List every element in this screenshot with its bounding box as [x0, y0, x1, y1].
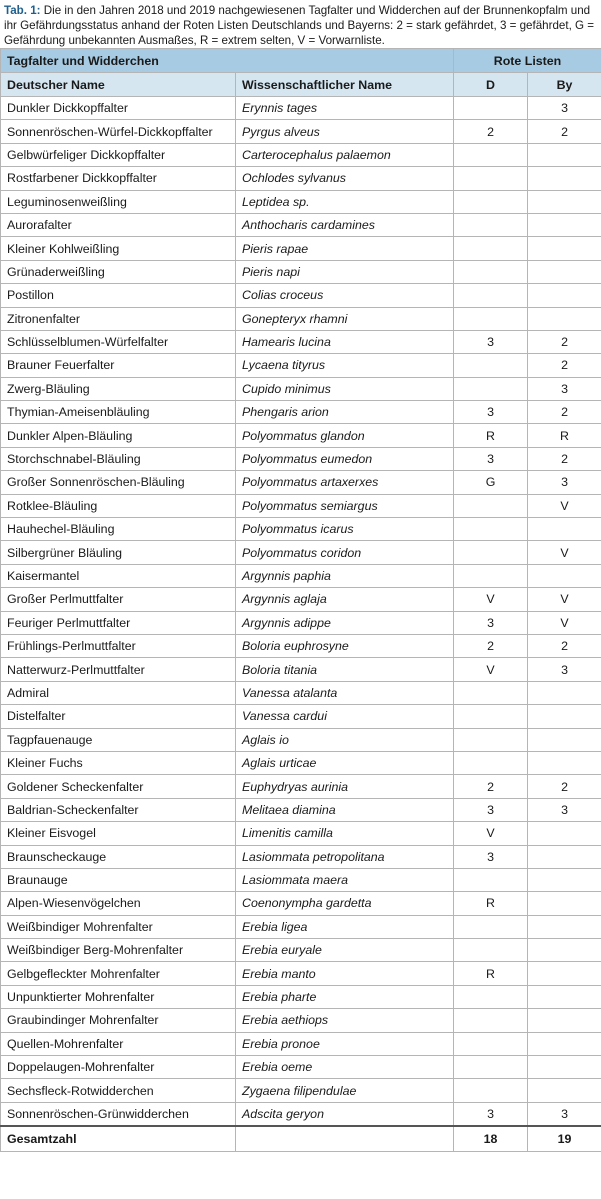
german-name-cell: Sechsfleck-Rotwidderchen: [1, 1079, 236, 1102]
total-by: 19: [528, 1126, 601, 1152]
scientific-name-cell: Lasiommata petropolitana: [236, 845, 454, 868]
red-list-by-cell: [528, 892, 601, 915]
red-list-by-cell: [528, 213, 601, 236]
scientific-name-cell: Erebia aethiops: [236, 1009, 454, 1032]
red-list-d-cell: 3: [454, 1102, 528, 1125]
german-name-cell: Goldener Scheckenfalter: [1, 775, 236, 798]
german-name-cell: Schlüsselblumen-Würfelfalter: [1, 330, 236, 353]
red-list-d-cell: [454, 681, 528, 704]
red-list-by-cell: [528, 728, 601, 751]
german-name-cell: Kaisermantel: [1, 564, 236, 587]
red-list-d-cell: 3: [454, 330, 528, 353]
table-row: [1, 658, 601, 681]
table-row: [1, 611, 601, 634]
red-list-d-cell: [454, 494, 528, 517]
german-name-cell: Dunkler Dickkopffalter: [1, 97, 236, 120]
scientific-name-cell: Aglais io: [236, 728, 454, 751]
scientific-name-cell: Gonepteryx rhamni: [236, 307, 454, 330]
red-list-d-cell: 2: [454, 120, 528, 143]
table-caption: [0, 0, 601, 48]
red-list-by-cell: [528, 190, 601, 213]
red-list-d-cell: [454, 939, 528, 962]
german-name-cell: Grünaderweißling: [1, 260, 236, 283]
scientific-name-cell: Argynnis adippe: [236, 611, 454, 634]
german-name-cell: Aurorafalter: [1, 213, 236, 236]
table-row: [1, 260, 601, 283]
red-list-by-cell: [528, 868, 601, 891]
scientific-name-cell: Colias croceus: [236, 284, 454, 307]
red-list-by-cell: [528, 237, 601, 260]
red-list-by-cell: 2: [528, 354, 601, 377]
red-list-by-cell: [528, 681, 601, 704]
red-list-by-cell: V: [528, 494, 601, 517]
scientific-name-cell: Limenitis camilla: [236, 822, 454, 845]
table-row: [1, 143, 601, 166]
red-list-d-cell: [454, 377, 528, 400]
table-row: [1, 494, 601, 517]
red-list-by-cell: 2: [528, 634, 601, 657]
scientific-name-cell: Lycaena tityrus: [236, 354, 454, 377]
red-list-d-cell: [454, 868, 528, 891]
german-name-cell: Zwerg-Bläuling: [1, 377, 236, 400]
scientific-name-cell: Euphydryas aurinia: [236, 775, 454, 798]
german-name-cell: Storchschnabel-Bläuling: [1, 447, 236, 470]
red-list-d-cell: G: [454, 471, 528, 494]
table-row: [1, 845, 601, 868]
german-name-cell: Weißbindiger Mohrenfalter: [1, 915, 236, 938]
table-row: [1, 564, 601, 587]
table-row: [1, 120, 601, 143]
red-list-d-cell: [454, 237, 528, 260]
table-row: [1, 775, 601, 798]
scientific-name-cell: Polyommatus icarus: [236, 518, 454, 541]
red-list-by-cell: 3: [528, 658, 601, 681]
scientific-name-cell: Adscita geryon: [236, 1102, 454, 1125]
column-header-scientific-name: Wissenschaftlicher Name: [236, 73, 454, 97]
german-name-cell: Rotklee-Bläuling: [1, 494, 236, 517]
german-name-cell: Tagpfauenauge: [1, 728, 236, 751]
red-list-d-cell: 2: [454, 634, 528, 657]
german-name-cell: Sonnenröschen-Grünwidderchen: [1, 1102, 236, 1125]
scientific-name-cell: Vanessa cardui: [236, 705, 454, 728]
red-list-by-cell: 2: [528, 447, 601, 470]
total-row: [1, 1126, 601, 1152]
table-row: [1, 354, 601, 377]
table-row: [1, 868, 601, 891]
scientific-name-cell: Leptidea sp.: [236, 190, 454, 213]
scientific-name-cell: Cupido minimus: [236, 377, 454, 400]
table-row: [1, 518, 601, 541]
red-list-d-cell: [454, 97, 528, 120]
red-list-d-cell: [454, 307, 528, 330]
scientific-name-cell: Boloria titania: [236, 658, 454, 681]
red-list-by-cell: 2: [528, 401, 601, 424]
total-d: 18: [454, 1126, 528, 1152]
table-row: [1, 424, 601, 447]
table-row: [1, 97, 601, 120]
scientific-name-cell: Aglais urticae: [236, 751, 454, 774]
scientific-name-cell: Phengaris arion: [236, 401, 454, 424]
german-name-cell: Baldrian-Scheckenfalter: [1, 798, 236, 821]
table-row: [1, 377, 601, 400]
red-list-by-cell: V: [528, 588, 601, 611]
table-row: [1, 822, 601, 845]
german-name-cell: Sonnenröschen-Würfel-Dickkopffalter: [1, 120, 236, 143]
table-row: [1, 1032, 601, 1055]
red-list-d-cell: [454, 1032, 528, 1055]
scientific-name-cell: Polyommatus artaxerxes: [236, 471, 454, 494]
red-list-d-cell: [454, 284, 528, 307]
red-list-d-cell: 3: [454, 845, 528, 868]
red-list-d-cell: [454, 1009, 528, 1032]
scientific-name-cell: Erebia pharte: [236, 985, 454, 1008]
table-row: [1, 237, 601, 260]
red-list-by-cell: [528, 985, 601, 1008]
total-label: Gesamtzahl: [1, 1126, 236, 1152]
scientific-name-cell: Vanessa atalanta: [236, 681, 454, 704]
red-list-by-cell: [528, 143, 601, 166]
red-list-d-cell: V: [454, 588, 528, 611]
red-list-d-cell: [454, 1079, 528, 1102]
table-body: [1, 97, 601, 1126]
scientific-name-cell: Erebia ligea: [236, 915, 454, 938]
table-row: [1, 213, 601, 236]
red-list-by-cell: [528, 845, 601, 868]
german-name-cell: Rostfarbener Dickkopffalter: [1, 167, 236, 190]
red-list-by-cell: V: [528, 541, 601, 564]
red-list-by-cell: [528, 705, 601, 728]
red-list-d-cell: [454, 167, 528, 190]
group-header-species: Tagfalter und Widderchen: [1, 49, 454, 73]
table-row: [1, 892, 601, 915]
table-row: [1, 798, 601, 821]
table-row: [1, 634, 601, 657]
red-list-d-cell: [454, 728, 528, 751]
red-list-d-cell: [454, 260, 528, 283]
german-name-cell: Kleiner Eisvogel: [1, 822, 236, 845]
red-list-by-cell: 2: [528, 775, 601, 798]
german-name-cell: Unpunktierter Mohrenfalter: [1, 985, 236, 1008]
scientific-name-cell: Zygaena filipendulae: [236, 1079, 454, 1102]
red-list-by-cell: [528, 1009, 601, 1032]
table-row: [1, 1102, 601, 1125]
red-list-by-cell: [528, 260, 601, 283]
red-list-by-cell: 2: [528, 330, 601, 353]
red-list-d-cell: [454, 143, 528, 166]
red-list-d-cell: [454, 213, 528, 236]
table-row: [1, 681, 601, 704]
red-list-by-cell: R: [528, 424, 601, 447]
red-list-d-cell: [454, 564, 528, 587]
scientific-name-cell: Lasiommata maera: [236, 868, 454, 891]
german-name-cell: Doppelaugen-Mohrenfalter: [1, 1056, 236, 1079]
table-row: [1, 939, 601, 962]
red-list-by-cell: [528, 284, 601, 307]
scientific-name-cell: Polyommatus glandon: [236, 424, 454, 447]
german-name-cell: Frühlings-Perlmuttfalter: [1, 634, 236, 657]
red-list-d-cell: V: [454, 822, 528, 845]
table-row: [1, 751, 601, 774]
table-row: [1, 401, 601, 424]
red-list-by-cell: V: [528, 611, 601, 634]
scientific-name-cell: Argynnis paphia: [236, 564, 454, 587]
table-row: [1, 447, 601, 470]
red-list-by-cell: [528, 822, 601, 845]
scientific-name-cell: Pieris napi: [236, 260, 454, 283]
scientific-name-cell: Erebia euryale: [236, 939, 454, 962]
red-list-by-cell: [528, 564, 601, 587]
red-list-by-cell: [528, 939, 601, 962]
red-list-by-cell: 3: [528, 798, 601, 821]
red-list-d-cell: 2: [454, 775, 528, 798]
red-list-d-cell: [454, 1056, 528, 1079]
red-list-d-cell: 3: [454, 611, 528, 634]
scientific-name-cell: Erebia oeme: [236, 1056, 454, 1079]
table-row: [1, 307, 601, 330]
red-list-by-cell: 2: [528, 120, 601, 143]
total-sci: [236, 1126, 454, 1152]
table-row: [1, 915, 601, 938]
red-list-d-cell: [454, 190, 528, 213]
red-list-d-cell: [454, 541, 528, 564]
column-header-d: D: [454, 73, 528, 97]
red-list-by-cell: 3: [528, 1102, 601, 1125]
red-list-by-cell: [528, 962, 601, 985]
german-name-cell: Silbergrüner Bläuling: [1, 541, 236, 564]
red-list-by-cell: [528, 1032, 601, 1055]
german-name-cell: Kleiner Fuchs: [1, 751, 236, 774]
scientific-name-cell: Erebia manto: [236, 962, 454, 985]
red-list-d-cell: 3: [454, 447, 528, 470]
table-row: [1, 1009, 601, 1032]
german-name-cell: Dunkler Alpen-Bläuling: [1, 424, 236, 447]
red-list-d-cell: [454, 354, 528, 377]
table-row: [1, 190, 601, 213]
scientific-name-cell: Pieris rapae: [236, 237, 454, 260]
red-list-d-cell: R: [454, 962, 528, 985]
red-list-by-cell: [528, 307, 601, 330]
red-list-d-cell: [454, 985, 528, 1008]
table-row: [1, 471, 601, 494]
scientific-name-cell: Ochlodes sylvanus: [236, 167, 454, 190]
table-row: [1, 728, 601, 751]
scientific-name-cell: Coenonympha gardetta: [236, 892, 454, 915]
scientific-name-cell: Erebia pronoe: [236, 1032, 454, 1055]
german-name-cell: Admiral: [1, 681, 236, 704]
german-name-cell: Leguminosenweißling: [1, 190, 236, 213]
species-table: [0, 48, 601, 1152]
german-name-cell: Alpen-Wiesenvögelchen: [1, 892, 236, 915]
red-list-by-cell: [528, 751, 601, 774]
table-row: [1, 1079, 601, 1102]
table-row: [1, 962, 601, 985]
german-name-cell: Feuriger Perlmuttfalter: [1, 611, 236, 634]
german-name-cell: Thymian-Ameisenbläuling: [1, 401, 236, 424]
column-header-by: By: [528, 73, 601, 97]
scientific-name-cell: Polyommatus coridon: [236, 541, 454, 564]
scientific-name-cell: Argynnis aglaja: [236, 588, 454, 611]
scientific-name-cell: Anthocharis cardamines: [236, 213, 454, 236]
scientific-name-cell: Pyrgus alveus: [236, 120, 454, 143]
red-list-d-cell: V: [454, 658, 528, 681]
red-list-d-cell: [454, 751, 528, 774]
table-row: [1, 167, 601, 190]
german-name-cell: Kleiner Kohlweißling: [1, 237, 236, 260]
red-list-d-cell: [454, 915, 528, 938]
group-header-row: [1, 49, 601, 73]
german-name-cell: Brauner Feuerfalter: [1, 354, 236, 377]
red-list-by-cell: 3: [528, 471, 601, 494]
column-header-row: [1, 73, 601, 97]
caption-label: Tab. 1:: [4, 4, 41, 17]
table-row: [1, 705, 601, 728]
red-list-by-cell: 3: [528, 377, 601, 400]
table-row: [1, 284, 601, 307]
german-name-cell: Braunscheckauge: [1, 845, 236, 868]
red-list-by-cell: [528, 518, 601, 541]
scientific-name-cell: Erynnis tages: [236, 97, 454, 120]
red-list-d-cell: [454, 705, 528, 728]
german-name-cell: Großer Sonnenröschen-Bläuling: [1, 471, 236, 494]
scientific-name-cell: Hamearis lucina: [236, 330, 454, 353]
column-header-german-name: Deutscher Name: [1, 73, 236, 97]
caption-text: Die in den Jahren 2018 und 2019 nachgewiesenen Tagfalter und Widderchen auf der Brunnenkopfalm und ihr Gefährdungsstatus anhand der Roten Listen Deutschlands und Bayerns: 2 = stark gefährdet, 3 = gefährdet, G = Gefährdung unbekannten Ausmaßes, R = extrem selten, V = Vorwarnliste.: [4, 4, 595, 47]
group-header-red-lists: Rote Listen: [454, 49, 601, 73]
german-name-cell: Großer Perlmuttfalter: [1, 588, 236, 611]
red-list-d-cell: R: [454, 424, 528, 447]
scientific-name-cell: Polyommatus eumedon: [236, 447, 454, 470]
german-name-cell: Gelbgefleckter Mohrenfalter: [1, 962, 236, 985]
german-name-cell: Graubindinger Mohrenfalter: [1, 1009, 236, 1032]
table-row: [1, 985, 601, 1008]
red-list-d-cell: 3: [454, 798, 528, 821]
table-row: [1, 588, 601, 611]
german-name-cell: Natterwurz-Perlmuttfalter: [1, 658, 236, 681]
german-name-cell: Weißbindiger Berg-Mohrenfalter: [1, 939, 236, 962]
scientific-name-cell: Carterocephalus palaemon: [236, 143, 454, 166]
scientific-name-cell: Polyommatus semiargus: [236, 494, 454, 517]
german-name-cell: Gelbwürfeliger Dickkopffalter: [1, 143, 236, 166]
german-name-cell: Hauhechel-Bläuling: [1, 518, 236, 541]
german-name-cell: Postillon: [1, 284, 236, 307]
table-row: [1, 541, 601, 564]
red-list-by-cell: [528, 915, 601, 938]
red-list-d-cell: 3: [454, 401, 528, 424]
german-name-cell: Braunauge: [1, 868, 236, 891]
red-list-d-cell: R: [454, 892, 528, 915]
red-list-by-cell: [528, 1079, 601, 1102]
red-list-d-cell: [454, 518, 528, 541]
german-name-cell: Quellen-Mohrenfalter: [1, 1032, 236, 1055]
red-list-by-cell: [528, 1056, 601, 1079]
table-row: [1, 1056, 601, 1079]
scientific-name-cell: Boloria euphrosyne: [236, 634, 454, 657]
scientific-name-cell: Melitaea diamina: [236, 798, 454, 821]
table-row: [1, 330, 601, 353]
red-list-by-cell: 3: [528, 97, 601, 120]
german-name-cell: Zitronenfalter: [1, 307, 236, 330]
german-name-cell: Distelfalter: [1, 705, 236, 728]
red-list-by-cell: [528, 167, 601, 190]
